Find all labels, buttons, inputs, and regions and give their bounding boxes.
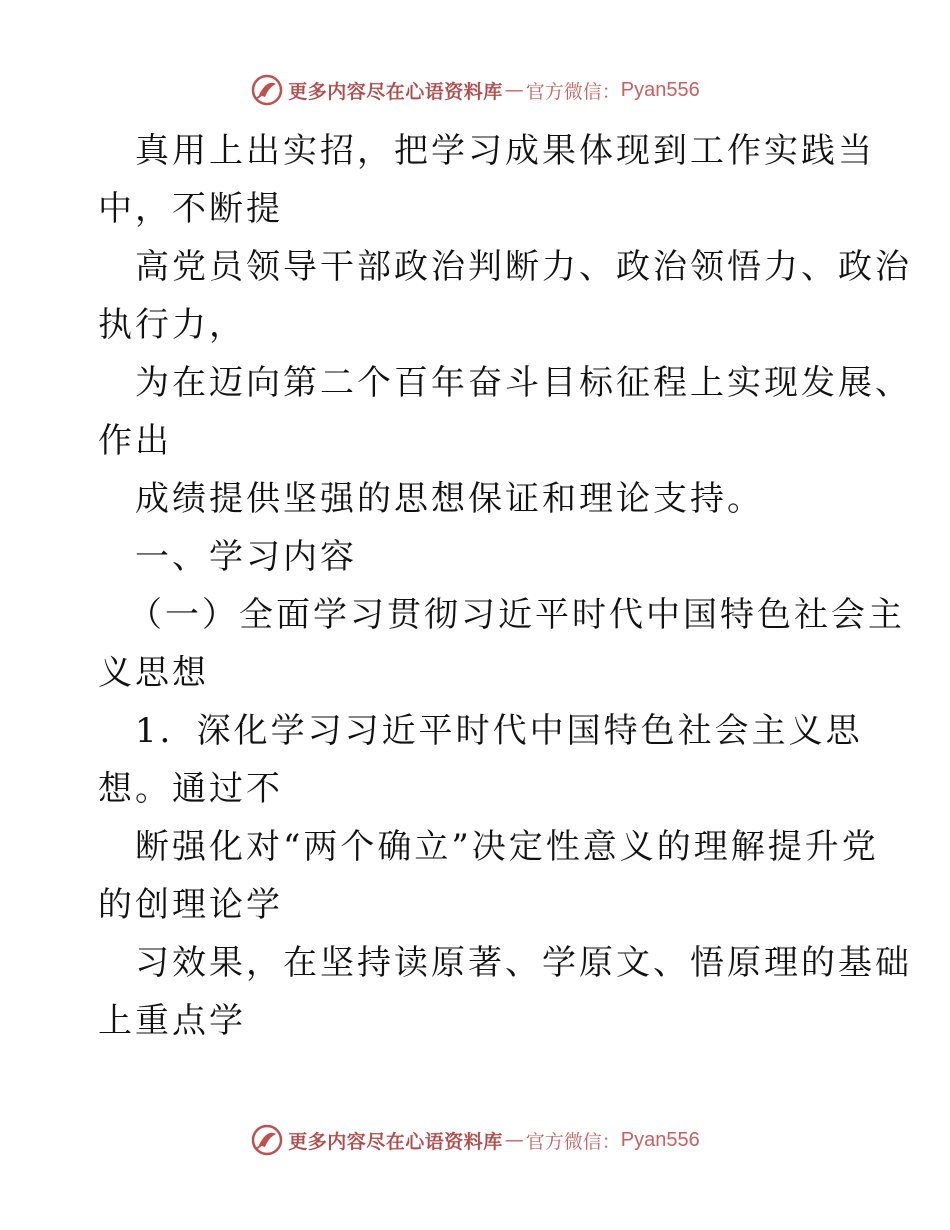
wechat-id: Pyan556 [620,1128,700,1151]
text-line: 上重点学 [98,1001,246,1041]
banner-dash: — [504,1129,524,1151]
text-line: 高党员领导干部政治判断力、政治领悟力、政治 [135,247,912,287]
text-line: 中，不断提 [98,189,283,229]
subsection-heading: （一）全面学习贯彻习近平时代中国特色社会主 [128,595,905,635]
text-line: 义思想 [98,653,209,693]
text-line: 作出 [98,421,172,461]
text-line: 1．深化学习习近平时代中国特色社会主义思 [135,711,863,751]
logo-icon [250,1123,284,1157]
header-banner [0,70,950,110]
text-line: 成绩提供坚强的思想保证和理论支持。 [135,479,764,519]
banner-dash: — [504,79,524,101]
text-line: 想。通过不 [98,769,283,809]
brand-text: 更多内容尽在心语资料库 [288,80,503,103]
text-line: 真用上出实招，把学习成果体现到工作实践当 [135,131,875,171]
wechat-id: Pyan556 [620,78,700,101]
logo-icon [250,73,284,107]
official-label: 官方微信： [525,80,621,103]
text-line: 断强化对“两个确立”决定性意义的理解提升党 [135,827,879,867]
text-line: 习效果，在坚持读原著、学原文、悟原理的基础 [135,943,912,983]
document-body [98,122,912,1050]
text-line: 执行力， [98,305,246,345]
footer-banner [0,1120,950,1160]
text-line: 的创理论学 [98,885,283,925]
text-line: 为在迈向第二个百年奋斗目标征程上实现发展、 [135,363,912,403]
brand-text: 更多内容尽在心语资料库 [288,1130,503,1153]
official-label: 官方微信： [525,1130,621,1153]
section-heading: 一、学习内容 [135,537,357,577]
